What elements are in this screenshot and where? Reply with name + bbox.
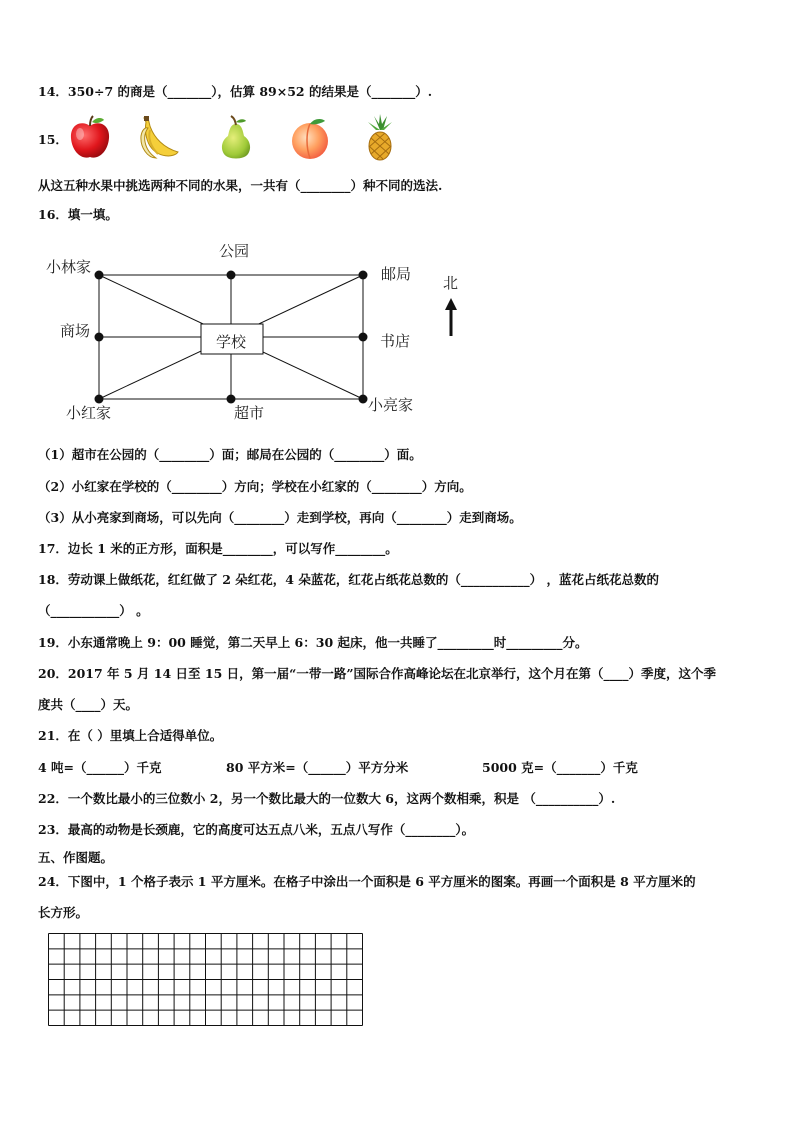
question-14: 14．350÷7 的商是（_______），估算 89×52 的结果是（_______）. bbox=[38, 84, 433, 99]
question-24-line1: 24．下图中，1 个格子表示 1 平方厘米。在格子中涂出一个面积是 6 平方厘米的图案。再画一个面积是 8 平方厘米的 bbox=[38, 874, 696, 889]
question-19: 19．小东通常晚上 9：00 睡觉，第二天早上 6：30 起床，他一共睡了_________时_________分。 bbox=[38, 635, 588, 650]
question-21-c: 5000 克=（_______）千克 bbox=[482, 760, 638, 775]
apple-icon bbox=[66, 114, 114, 162]
question-16-sub2: （2）小红家在学校的（________）方向；学校在小红家的（________）方向。 bbox=[38, 479, 472, 494]
label-bookstore: 书店 bbox=[380, 332, 411, 350]
post-office-dot bbox=[359, 271, 368, 280]
section-5-title: 五、作图题。 bbox=[38, 850, 114, 865]
label-supermarket: 超市 bbox=[234, 404, 265, 422]
banana-icon bbox=[134, 114, 182, 162]
pear-icon bbox=[212, 114, 260, 162]
north-label: 北 bbox=[443, 274, 459, 292]
label-school: 学校 bbox=[216, 333, 247, 351]
question-22: 22．一个数比最小的三位数小 2，另一个数比最大的一位数大 6，这两个数相乘，积是 （__________）. bbox=[38, 791, 616, 806]
question-21-title: 21．在（ ）里填上合适得单位。 bbox=[38, 728, 223, 743]
bookstore-dot bbox=[359, 333, 368, 342]
question-20-line2: 度共（____）天。 bbox=[38, 697, 139, 712]
label-xiaohong-home: 小红家 bbox=[66, 404, 112, 422]
question-16-sub3: （3）从小亮家到商场，可以先向（________）走到学校，再向（________）走到商场。 bbox=[38, 510, 522, 525]
question-16-title: 16．填一填。 bbox=[38, 207, 118, 222]
drawing-grid[interactable] bbox=[47, 932, 365, 1028]
question-18-line2: （___________） 。 bbox=[38, 603, 149, 618]
question-21-b: 80 平方米=（______）平方分米 bbox=[226, 760, 409, 775]
question-21-a: 4 吨=（______）千克 bbox=[38, 760, 162, 775]
xiaolin-home-dot bbox=[95, 271, 104, 280]
xiaoliang-home-dot bbox=[359, 395, 368, 404]
question-20-line1: 20．2017 年 5 月 14 日至 15 日，第一届“一带一路”国际合作高峰论坛在北京举行，这个月在第（____）季度，这个季 bbox=[38, 666, 717, 681]
pineapple-icon bbox=[356, 114, 404, 162]
question-17: 17．边长 1 米的正方形，面积是________，可以写作________。 bbox=[38, 541, 398, 556]
supermarket-dot bbox=[227, 395, 236, 404]
label-xiaoliang-home: 小亮家 bbox=[368, 396, 414, 414]
label-park: 公园 bbox=[219, 242, 250, 260]
park-dot bbox=[227, 271, 236, 280]
question-16-sub1: （1）超市在公园的（________）面；邮局在公园的（________）面。 bbox=[38, 447, 422, 462]
label-post-office: 邮局 bbox=[381, 265, 412, 283]
label-xiaolin-home: 小林家 bbox=[46, 258, 92, 276]
question-24-line2: 长方形。 bbox=[38, 905, 89, 920]
question-15-number: 15． bbox=[38, 132, 68, 147]
label-mall: 商场 bbox=[60, 322, 91, 340]
north-arrow-icon bbox=[445, 298, 457, 336]
question-18-line1: 18．劳动课上做纸花，红红做了 2 朵红花，4 朵蓝花，红花占纸花总数的（___________） ，蓝花占纸花总数的 bbox=[38, 572, 659, 587]
peach-icon bbox=[286, 114, 334, 162]
question-15-text: 从这五种水果中挑选两种不同的水果，一共有（________）种不同的选法. bbox=[38, 178, 443, 193]
direction-map bbox=[40, 236, 459, 426]
mall-dot bbox=[95, 333, 104, 342]
question-23: 23．最高的动物是长颈鹿，它的高度可达五点八米，五点八写作（________）。 bbox=[38, 822, 475, 837]
xiaohong-home-dot bbox=[95, 395, 104, 404]
